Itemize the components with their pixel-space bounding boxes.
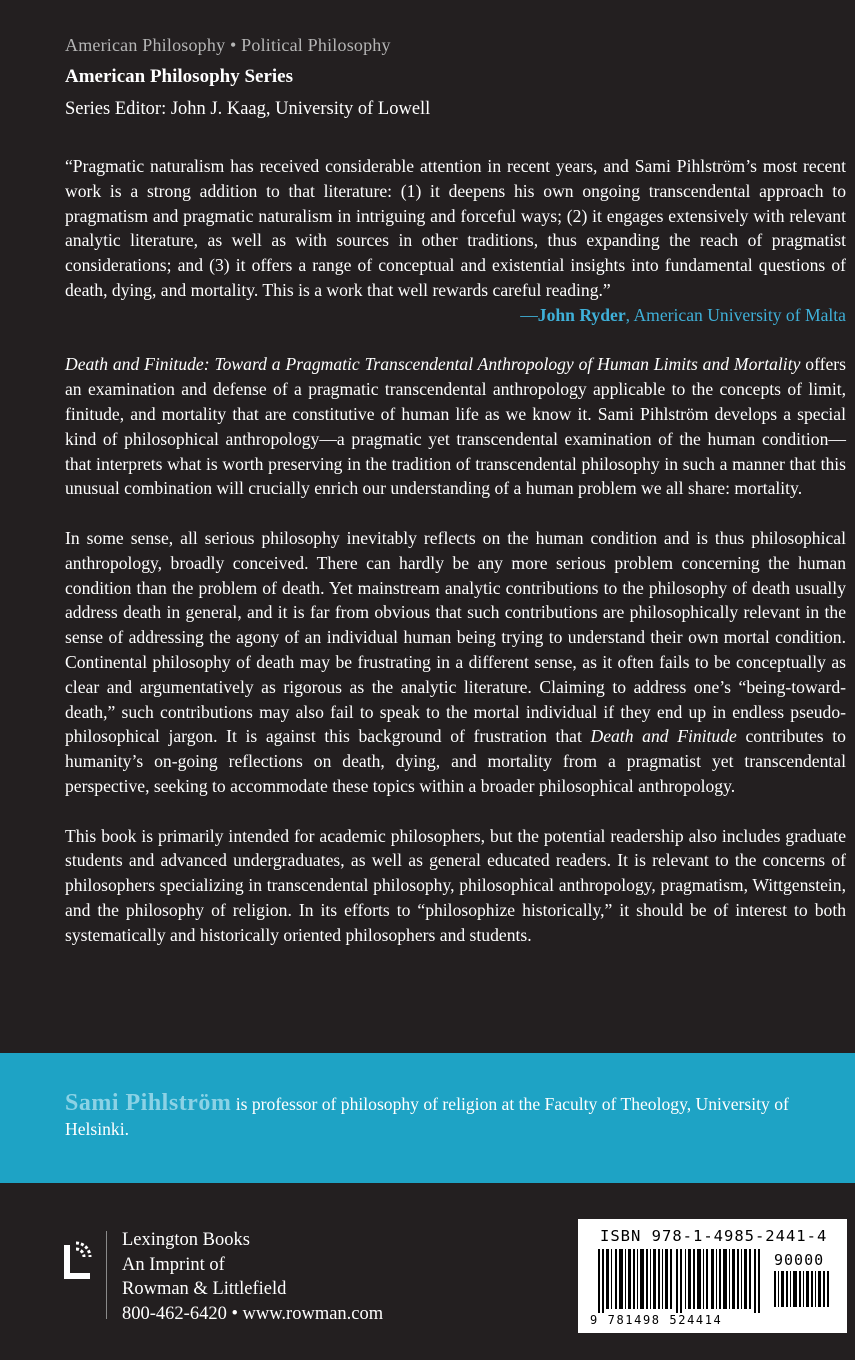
series-editor: Series Editor: John J. Kaag, University of Lowell	[65, 99, 431, 119]
barcode-digits: 9 781498 524414	[590, 1313, 723, 1327]
publisher-name: Lexington Books	[122, 1230, 250, 1250]
description-paragraph-3: This book is primarily intended for academic philosophers, but the potential readership also includes graduate students and advanced undergraduates, as well as general educated readers. It is relevant to the concerns of philosophers specializing in transcendental philosophy, philosophical anthropology, pragmatism, Wittgenstein, and the philosophy of religion. In its efforts to “philosophize historically,” it should be of interest to both systematically and historically oriented philosophers and students.	[65, 825, 846, 945]
description-paragraph-1	[65, 352, 846, 501]
endorsement-quote: “Pragmatic naturalism has received considerable attention in recent years, and Sami Pihlström’s most recent work is a strong addition to that literature: (1) it deepens his own ongoing transcendental approach to pragmatism and pragmatic naturalism in intriguing and forceful ways; (2) it engages extensively with relevant analytic literature, as well as with sources in other traditions, thus expanding the reach of pragmatist considerations; and (3) it offers a range of conceptual and existential insights into fundamental questions of death, dying, and mortality. This is a work that well rewards careful reading.”	[65, 156, 846, 300]
publisher-imprint: An Imprint of	[122, 1254, 225, 1275]
publisher-parent: Rowman & Littlefield	[122, 1279, 287, 1299]
header	[65, 32, 845, 122]
barcode	[578, 1219, 847, 1333]
barcode-bars-icon	[598, 1249, 766, 1313]
author-name: Sami Pihlström	[65, 1090, 232, 1116]
description-p2-text-a: In some sense, all serious philosophy inevitably reflects on the human condition and is thus philosophical anthropology, broadly conceived. There can hardly be any more serious problem concerning the human condition than the problem of death. Yet mainstream analytic contributions to the philosophy of death usually address death in general, and it is far from obvious that such contributions are philosophically relevant in the sense of addressing the agony of an individual human being trying to understand their own mortal condition. Continental philosophy of death may be frustrating in a different sense, as it often fails to be conceptually as clear and argumentatively as rigorous as the analytic literature. Claiming to address one’s “being-toward-death,” such contributions may also fail to speak to the mortal individual if they end up in endless pseudo-philosophical jargon. It is against this background of frustration that	[65, 527, 846, 747]
endorser-name: John Ryder	[537, 304, 626, 325]
book-title-short: Death and Finitude	[590, 726, 737, 747]
publisher-divider	[106, 1231, 107, 1319]
publisher-contact: 800-462-6420 • www.rowman.com	[122, 1303, 384, 1324]
footer	[0, 1183, 855, 1360]
endorsement-attribution	[65, 303, 846, 328]
price-code: 90000	[774, 1251, 825, 1269]
back-cover-text	[65, 154, 846, 972]
lexington-logo-icon	[62, 1239, 98, 1283]
isbn-number: ISBN 978-1-4985-2441-4	[600, 1227, 828, 1245]
author-bio	[65, 1091, 847, 1142]
attribution-dash: —	[520, 304, 538, 325]
author-bio-text: is professor of philosophy of religion at the Faculty of Theology, University of Helsinki.	[65, 1094, 789, 1139]
category-line: American Philosophy • Political Philosophy	[65, 35, 391, 55]
description-p1-text: offers an examination and defense of a pragmatic transcendental anthropology applicable to the concepts of limit, finitude, and mortality that are constitutive of human life as we know it. Sami Pihlström develops a special kind of philosophical anthropology—a pragmatic yet transcendental examination of the human condition—that interprets what is worth preserving in the tradition of transcendental philosophy in such a manner that this unusual combination will crucially enrich our understanding of a human problem we all share: mortality.	[65, 354, 846, 499]
endorser-affiliation: , American University of Malta	[625, 304, 846, 325]
publisher-info	[122, 1228, 383, 1326]
description-p2-text-b: contributes to humanity’s on-going reflections on death, dying, and mortality from a pragmatist yet transcendental perspective, seeking to accommodate these topics within a broader philosophical anthropology.	[65, 726, 846, 796]
price-barcode-icon	[774, 1271, 830, 1307]
book-title-italic: Death and Finitude: Toward a Pragmatic Transcendental Anthropology of Human Limits and Mortality	[65, 354, 801, 375]
description-paragraph-2	[65, 526, 846, 799]
series-title: American Philosophy Series	[65, 66, 293, 87]
author-band	[0, 1053, 855, 1183]
